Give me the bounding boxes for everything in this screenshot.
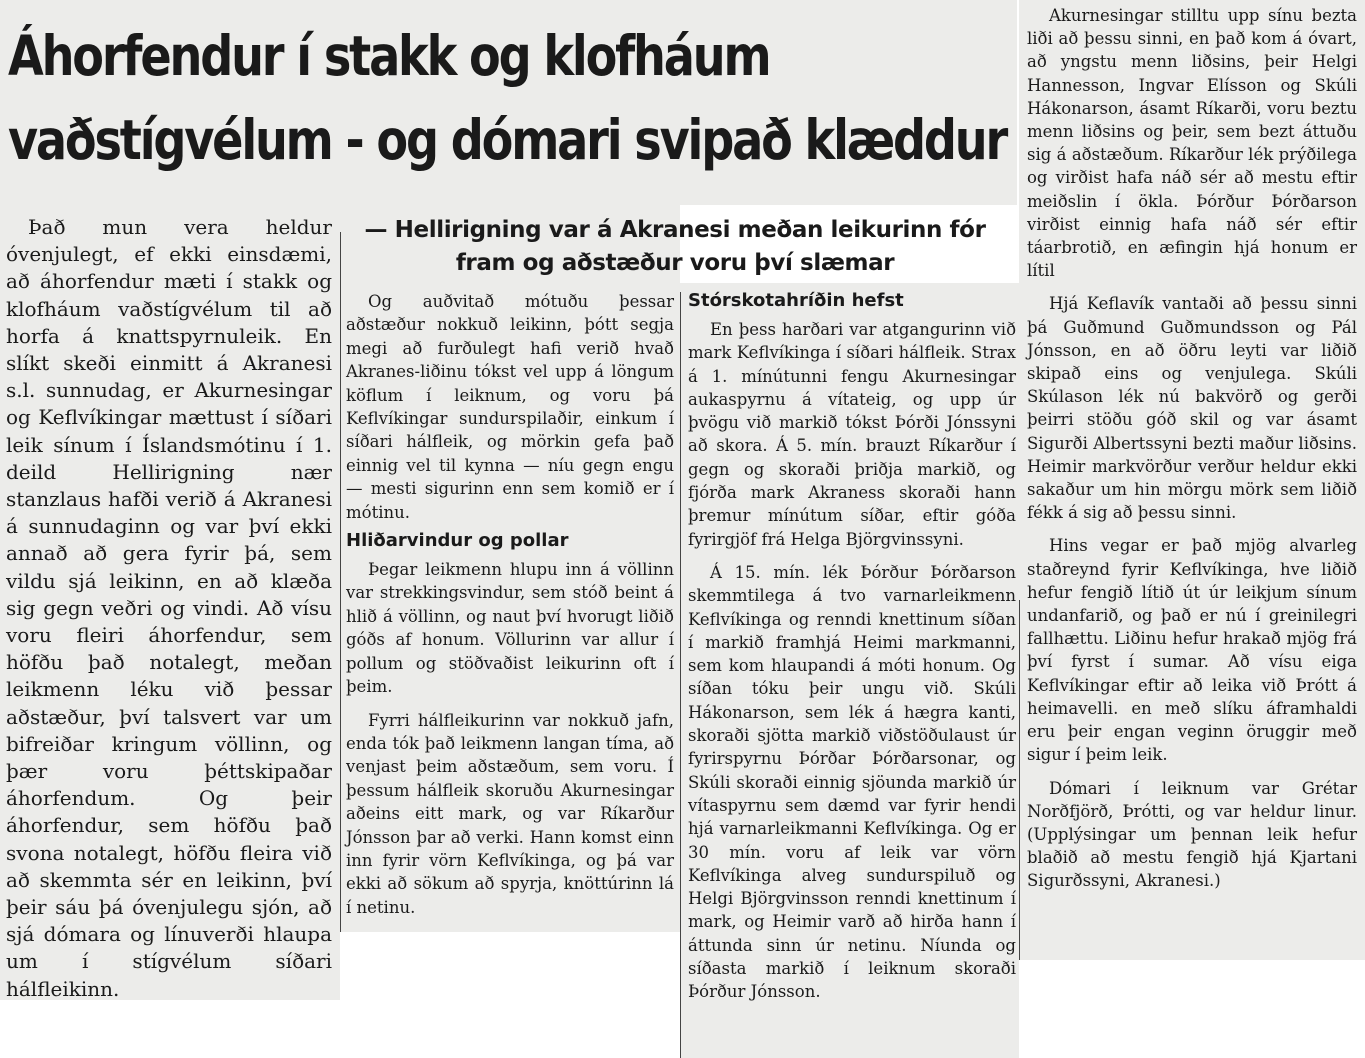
paragraph: Það mun vera heldur óvenjulegt, ef ekki einsdæmi, að áhorfendur mæti í stakk og klofháum vaðstígvélum til að horfa á knattspyrnuleik. En slíkt skeði einmitt á Akranesi s.l. sunnudag, er Akurnesingar og Keflvíkingar mættust í síðari leik sínum í Íslandsmótinu í 1. deild Hellirigning nær stanzlaus hafði verið á Akranesi á sunnudaginn og var því ekki annað að gera fyrir þá, sem vildu sjá leikinn, en að klæða sig gegn veðri og vindi. Að vísu voru fleiri áhorfendur, sem höfðu það notalegt, meðan leikmenn léku við þessar aðstæður, því talsvert var um bifreiðar kringum völlinn, og þær voru þéttskipaðar áhorfendum. Og þeir áhorfendur, sem höfðu það svona notalegt, höfðu fleira við að skemmta sér en leikinn, því þeir sáu þá óvenjulegu sjón, að sjá dómara og línuverði hlaupa um í stígvélum síðari hálfleikinn. bbox=[6, 215, 332, 1001]
column-far-right bbox=[1027, 4, 1357, 893]
paragraph: Og auðvitað mótuðu þessar aðstæður nokkuð leikinn, þótt segja megi að furðulegt hafi verið hvað Akranes-liðinu tókst vel upp á löngum köflum í leiknum, og voru þá Keflvíkingar sundurspilaðir, einkum í síðari hálfleik, og mörkin gefa það einnig vel til kynna — níu gegn engu — mesti sigurinn enn sem komið er í mótinu. bbox=[346, 292, 674, 522]
column-rule bbox=[1019, 600, 1020, 960]
section-heading: Stórskotahríðin hefst bbox=[688, 290, 904, 311]
section-heading: Hliðarvindur og pollar bbox=[346, 530, 569, 552]
paragraph: Fyrri hálfleikurinn var nokkuð jafn, enda tók það leikmenn langan tíma, að venjast þeim aðstæðum, sem voru. Í þessum hálfleik skoruðu Akurnesingar aðeins eitt mark, og var Ríkarður Jónsson þar að verki. Hann komst einn inn fyrir vörn Keflvíkinga, og þá var ekki að sökum að spyrja, knöttúrinn lá í netinu. bbox=[346, 710, 674, 917]
paragraph: Hjá Keflavík vantaði að þessu sinni þá Guðmund Guðmundsson og Pál Jónsson, en að öðru leyti var liðið skipað eins og venjulega. Skúli Skúlason lék nú bakvörð og gerði þeirri stöðu góð skil og var ásamt Sigurði Albertssyni bezti maður liðsins. Heimir markvörður verður heldur ekki sakaður um hin mörgu mörk sem liðið fékk á sig að þessu sinni. bbox=[1027, 294, 1357, 523]
paragraph: Akurnesingar stilltu upp sínu bezta liði að þessu sinni, en það kom á óvart, að yngstu menn liðsins, þeir Helgi Hannesson, Ingvar Elísson og Skúli Hákonarson, ásamt Ríkarði, voru beztu menn liðsins og þeir, sem bezt áttuðu sig á aðstæðum. Ríkarður lék prýðilega og virðist hafa náð sér að mestu eftir meiðslin í ökla. Þórður Þórðarson virðist einnig hafa náð sér eftir táarbrotið, en æfingin hjá honum er lítil bbox=[1027, 6, 1357, 281]
column-right-middle bbox=[688, 288, 1016, 1004]
paragraph: Á 15. mín. lék Þórður Þórðarson skemmtilega á tvo varnarleikmenn Keflvíkinga og renndi knettinum síðan í markið framhjá Heimi markmanni, sem kom hlaupandi á móti honum. Og síðan tóku þeir ungu við. Skúli Hákonarson, sem lék á hægra kanti, skoraði sjötta markið viðstöðulaust úr fyrirspyrnu Þórðar Þórðarsonar, og Skúli skoraði einnig sjöunda markið úr vítaspyrnu sem dæmd var fyrir hendi hjá varnarleikmanni Keflvíkinga. Og er 30 mín. voru af leik var vörn Keflvíkinga alveg sundurspiluð og Helgi Björgvinsson renndi knettinum í mark, og Heimir varð að hirða hann í áttunda sinn úr netinu. Níunda og síðasta markið í leiknum skoraði Þórður Jónsson. bbox=[688, 562, 1016, 1002]
paragraph: Dómari í leiknum var Grétar Norðfjörð, Þrótti, og var heldur linur. (Upplýsingar um þennan leik hefur blaðið að mestu fengið hjá Kjartani Sigurðssyni, Akranesi.) bbox=[1027, 778, 1357, 891]
column-middle bbox=[346, 290, 674, 919]
article-subheadline: — Hellirigning var á Akranesi meðan leikurinn fór fram og aðstæður voru því slæmar bbox=[364, 217, 986, 276]
paragraph: Hins vegar er það mjög alvarleg staðreynd fyrir Keflvíkinga, hve liðið hefur fengið lítið út úr leikjum sínum undanfarið, og það er nú í greinilegri fallhættu. Liðinu hefur hrakað mjög frá því fyrst í sumar. Að vísu eiga Keflvíkingar eftir að leika við Þrótt á heimavelli. en með slíku áframhaldi eru þeir engan veginn öruggir með sigur í þeim leik. bbox=[1027, 536, 1357, 765]
paragraph: En þess harðari var atgangurinn við mark Keflvíkinga í síðari hálfleik. Strax á 1. mínútunni fengu Akurnesingar aukaspyrnu á vítateig, og upp úr þvögu við markið tókst Þórði Jónssyni að skora. Á 5. mín. brauzt Ríkarður í gegn og skoraði þriðja markið, og fjórða mark Akraness skoraði hann þremur mínútum síðar, eftir góða fyrirgjöf frá Helga Björgvinssyni. bbox=[688, 320, 1016, 549]
paragraph: Þegar leikmenn hlupu inn á völlinn var strekkingsvindur, sem stóð beint á hlið á völlinn, og naut því hvorugt liðið góðs af honum. Völlurinn var allur í pollum og stöðvaðist leikurinn oft í þeim. bbox=[346, 560, 674, 697]
column-rule bbox=[340, 232, 341, 932]
column-rule bbox=[680, 292, 681, 1058]
column-left bbox=[6, 214, 332, 1003]
article-headline: Áhorfendur í stakk og klofháum vaðstígvélum - og dómari svipað klæddur bbox=[8, 24, 1007, 172]
